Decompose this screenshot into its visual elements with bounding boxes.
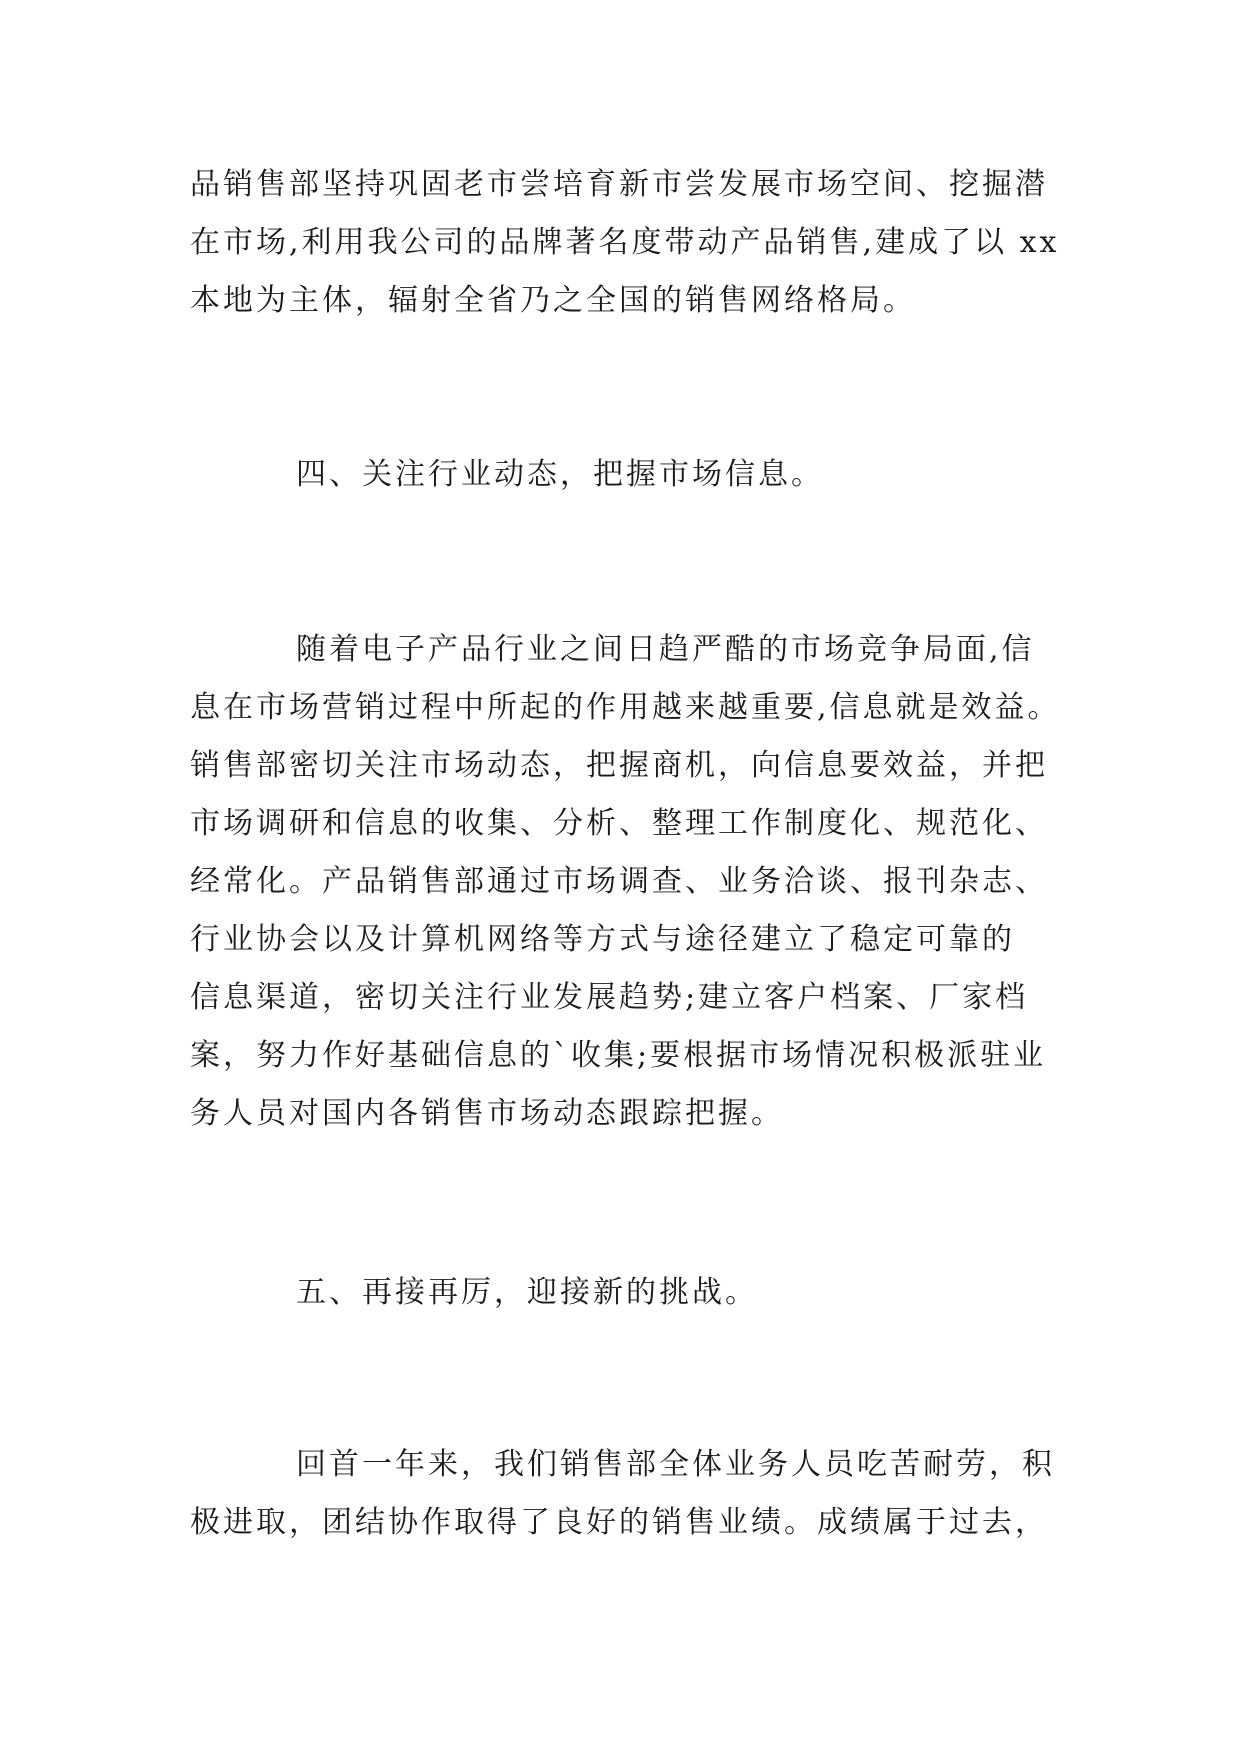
section-heading-4 xyxy=(190,446,1060,504)
paragraph-line: 销售部密切关注市场动态，把握商机，向信息要效益，并把 xyxy=(190,748,1048,783)
paragraph-line: 经常化。产品销售部通过市场调查、业务洽谈、报刊杂志、 xyxy=(190,864,1048,899)
section-heading-text: 五、再接再厉，迎接新的挑战。 xyxy=(296,1275,758,1310)
section-heading-5 xyxy=(190,1264,1060,1322)
paragraph-line: 极进取，团结协作取得了良好的销售业绩。成绩属于过去， xyxy=(190,1505,1048,1540)
paragraph-line: 案，努力作好基础信息的`收集;要根据市场情况积极派驻业 xyxy=(190,1038,1047,1073)
section-heading-text: 四、关注行业动态，把握市场信息。 xyxy=(296,457,824,492)
paragraph-line: 务人员对国内各销售市场动态跟踪把握。 xyxy=(190,1096,784,1131)
paragraph-line: 行业协会以及计算机网络等方式与途径建立了稳定可靠的 xyxy=(190,922,1015,957)
paragraph-market-information xyxy=(190,621,1060,1143)
paragraph-sales-network xyxy=(190,156,1060,330)
paragraph-review xyxy=(190,1436,1060,1552)
paragraph-line: 在市场,利用我公司的品牌著名度带动产品销售,建成了以 xx xyxy=(190,225,1060,260)
paragraph-line: 随着电子产品行业之间日趋严酷的市场竞争局面,信 xyxy=(296,632,1035,667)
paragraph-line: 息在市场营销过程中所起的作用越来越重要,信息就是效益。 xyxy=(190,690,1061,725)
paragraph-line: 市场调研和信息的收集、分析、整理工作制度化、规范化、 xyxy=(190,806,1048,841)
paragraph-line: 信息渠道，密切关注行业发展趋势;建立客户档案、厂家档 xyxy=(190,980,1029,1015)
paragraph-line: 本地为主体，辐射全省乃之全国的销售网络格局。 xyxy=(190,283,916,318)
paragraph-line: 回首一年来，我们销售部全体业务人员吃苦耐劳，积 xyxy=(296,1447,1055,1482)
paragraph-line: 品销售部坚持巩固老市尝培育新市尝发展市场空间、挖掘潜 xyxy=(190,167,1048,202)
